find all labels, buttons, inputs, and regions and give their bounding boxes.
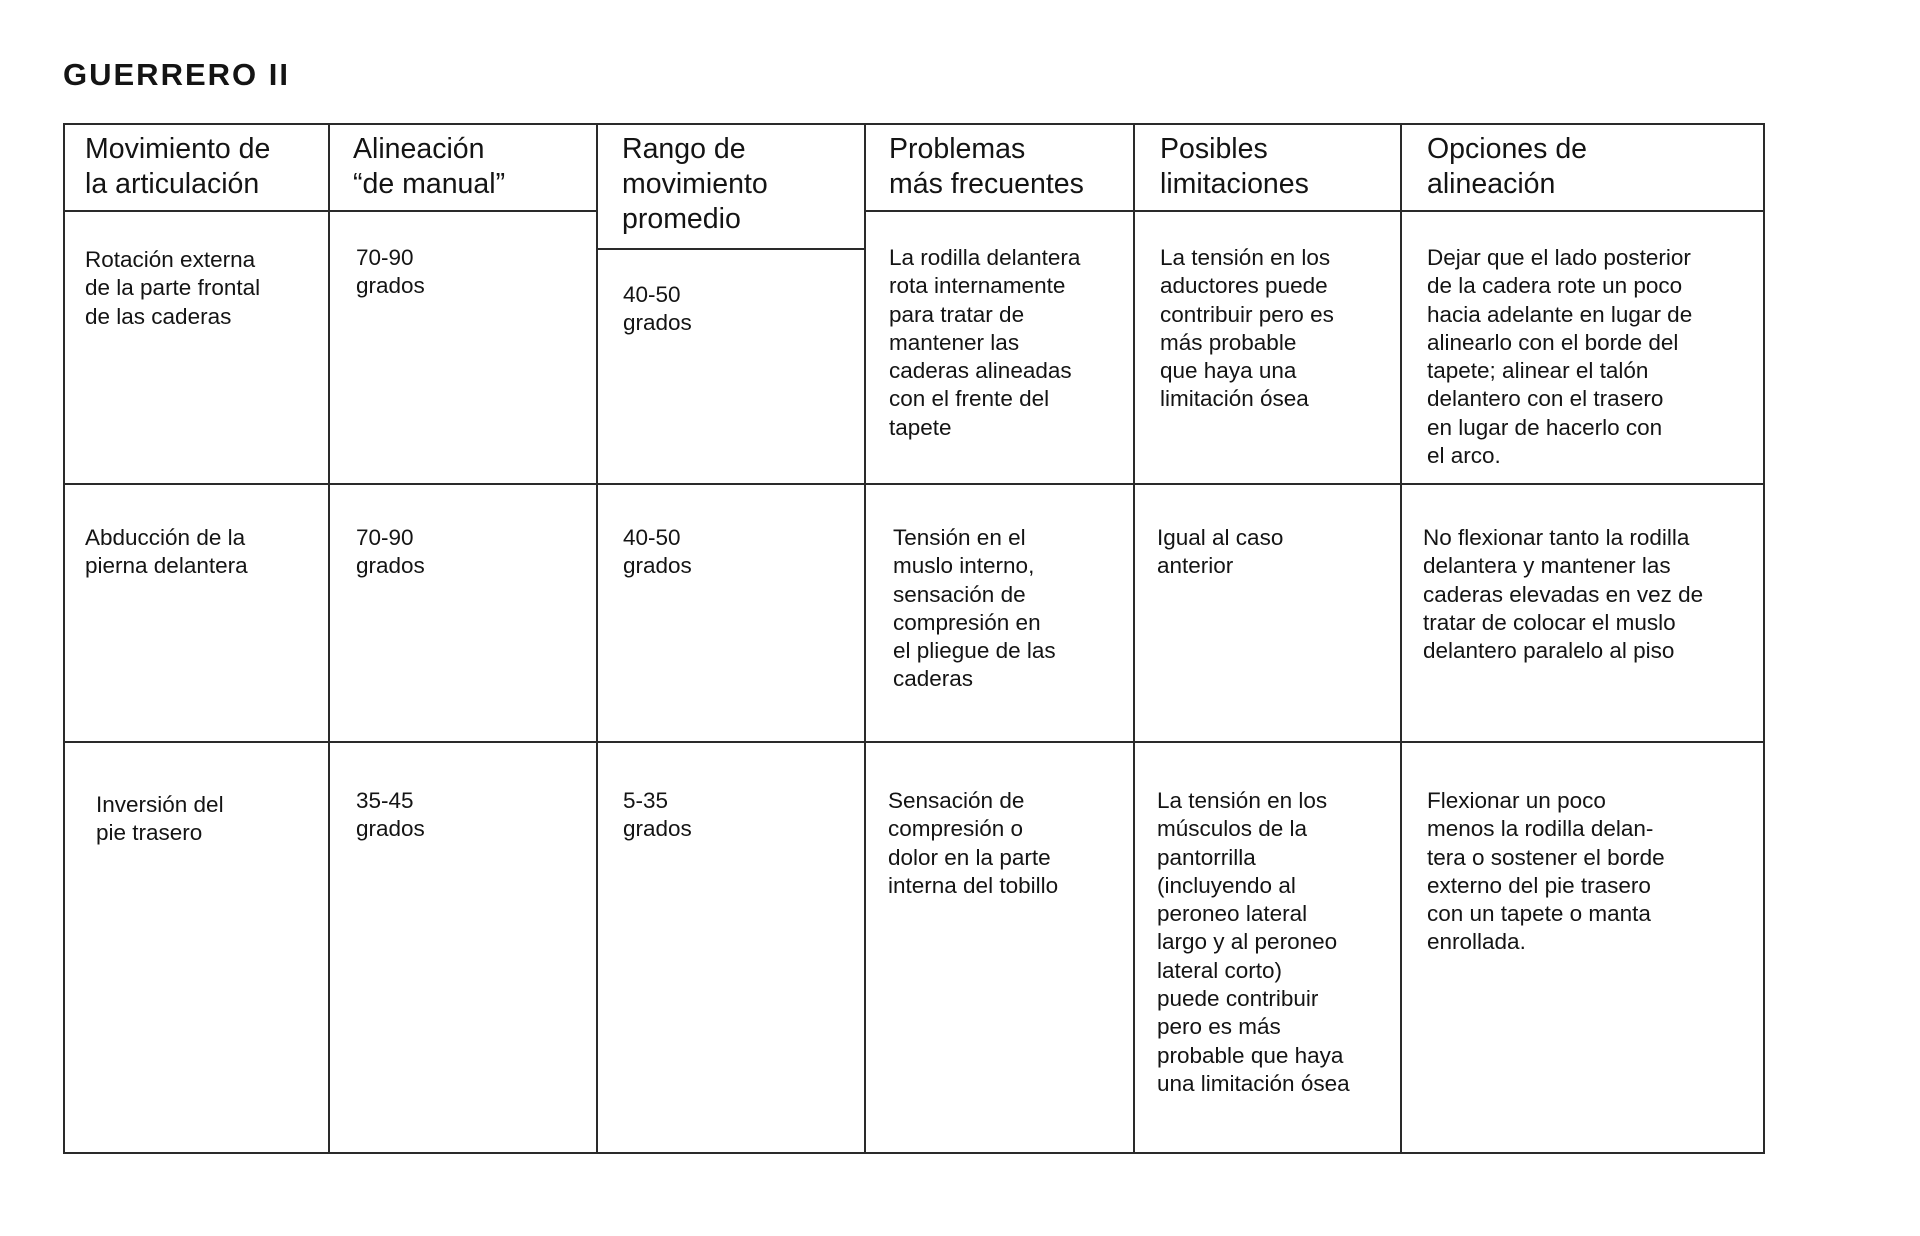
header-movimiento: Movimiento de la articulación [85,133,271,200]
row2-movimiento: Abducción de la pierna delantera [85,525,248,579]
column-divider [1400,123,1402,1154]
row2-problemas: Tensión en el muslo interno, sensación de compresión en el pliegue de las caderas [893,525,1056,692]
column-divider [1133,123,1135,1154]
row3-opciones: Flexionar un poco menos la rodilla delan- tera o sostener el borde externo del pie trasero con un tapete o manta enrollada. [1427,788,1665,955]
row-divider [63,741,1765,743]
row1-problemas: La rodilla delantera rota internamente para tratar de mantener las caderas alineadas con el frente del tapete [889,245,1081,440]
column-divider [596,123,598,1154]
header-rango: Rango de movimiento promedio [622,133,768,235]
row3-movimiento: Inversión del pie trasero [96,792,224,846]
row3-alineacion: 35-45 grados [356,788,425,842]
column-divider [864,123,866,1154]
row3-problemas: Sensación de compresión o dolor en la parte interna del tobillo [888,788,1059,898]
row2-limitaciones: Igual al caso anterior [1157,525,1284,579]
header-divider-rango [597,248,865,250]
row1-alineacion: 70-90 grados [356,245,425,299]
header-limitaciones: Posibles limitaciones [1160,133,1309,200]
row3-rango: 5-35 grados [623,788,692,842]
row2-rango: 40-50 grados [623,525,692,579]
row1-opciones: Dejar que el lado posterior de la cadera rote un poco hacia adelante en lugar de alinearlo con el borde del tapete; alinear el talón delantero con el trasero en lugar de hacerlo con el arco. [1427,245,1693,469]
row1-limitaciones: La tensión en los aductores puede contribuir pero es más probable que haya una limitación ósea [1160,245,1334,412]
header-problemas: Problemas más frecuentes [889,133,1084,200]
header-divider-left [63,210,598,212]
header-alineacion: Alineación “de manual” [353,133,506,200]
column-divider [328,123,330,1154]
row-divider [63,483,1765,485]
header-divider-right [864,210,1765,212]
row2-opciones: No flexionar tanto la rodilla delantera y mantener las caderas elevadas en vez de tratar de colocar el muslo delantero paralelo al piso [1423,525,1704,664]
header-opciones: Opciones de alineación [1427,133,1588,200]
row3-limitaciones: La tensión en los músculos de la pantorrilla (incluyendo al peroneo lateral largo y al peroneo lateral corto) puede contribuir pero es más probable que haya una limitación ósea [1157,788,1350,1096]
row2-alineacion: 70-90 grados [356,525,425,579]
page-title: GUERRERO II [63,57,290,92]
row1-rango: 40-50 grados [623,282,692,336]
row1-movimiento: Rotación externa de la parte frontal de las caderas [85,247,261,329]
